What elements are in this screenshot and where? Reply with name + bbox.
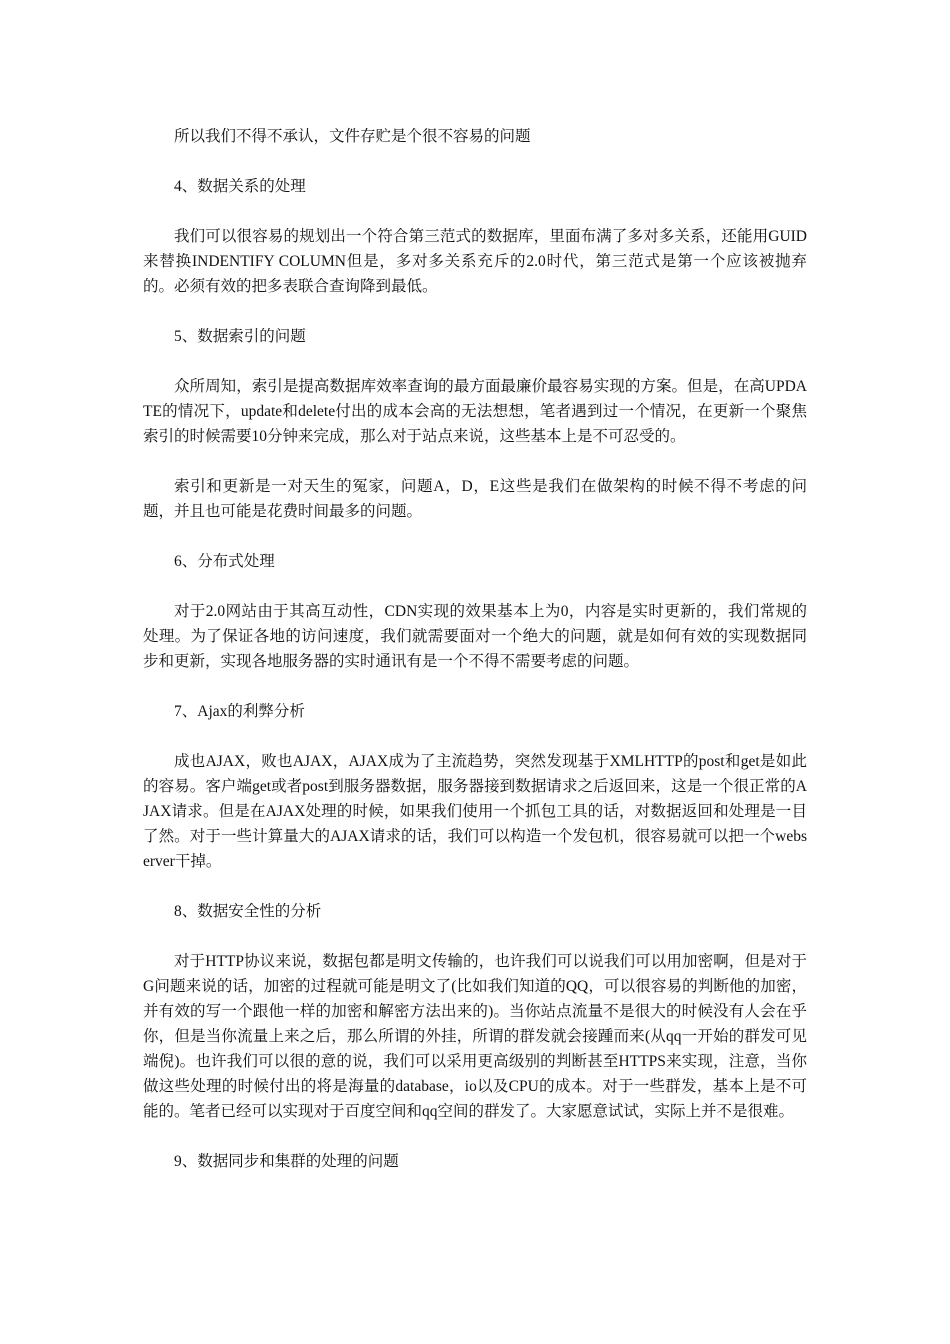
section-heading-8: 8、数据安全性的分析 (174, 903, 322, 920)
paragraph: 索引和更新是一对天生的冤家，问题A，D，E这些是我们在做架构的时候不得不考虑的问题，并且也可能是花费时间最多的问题。 (143, 478, 807, 520)
paragraph: 所以我们不得不承认，文件存贮是个很不容易的问题 (174, 128, 531, 145)
paragraph: 成也AJAX，败也AJAX，AJAX成为了主流趋势，突然发现基于XMLHTTP的post和get是如此的容易。客户端get或者post到服务器数据，服务器接到数据请求之后返回来，这是一个很正常的AJAX请求。但是在AJAX处理的时候，如果我们使用一个抓包工具的话，对数据返回和处理是一目了然。对于一些计算量大的AJAX请求的话，我们可以构造一个发包机，很容易就可以把一个webserver干掉。 (143, 753, 807, 870)
section-heading-5: 5、数据索引的问题 (174, 328, 306, 345)
document-page (143, 124, 807, 1199)
paragraph: 我们可以很容易的规划出一个符合第三范式的数据库，里面布满了多对多关系，还能用GUID来替换INDENTIFY COLUMN但是，多对多关系充斥的2.0时代，第三范式是第一个应该被抛弃的。必须有效的把多表联合查询降到最低。 (143, 228, 807, 295)
paragraph: 对于2.0网站由于其高互动性，CDN实现的效果基本上为0，内容是实时更新的，我们常规的处理。为了保证各地的访问速度，我们就需要面对一个绝大的问题，就是如何有效的实现数据同步和更新，实现各地服务器的实时通讯有是一个不得不需要考虑的问题。 (143, 603, 807, 670)
section-heading-6: 6、分布式处理 (174, 553, 275, 570)
section-heading-4: 4、数据关系的处理 (174, 178, 306, 195)
paragraph: 众所周知，索引是提高数据库效率查询的最方面最廉价最容易实现的方案。但是，在高UPDATE的情况下，update和delete付出的成本会高的无法想想，笔者遇到过一个情况，在更新一个聚焦索引的时候需要10分钟来完成，那么对于站点来说，这些基本上是不可忍受的。 (143, 378, 807, 445)
paragraph: 对于HTTP协议来说，数据包都是明文传输的，也许我们可以说我们可以用加密啊，但是对于G问题来说的话，加密的过程就可能是明文了(比如我们知道的QQ，可以很容易的判断他的加密，并有效的写一个跟他一样的加密和解密方法出来的)。当你站点流量不是很大的时候没有人会在乎你，但是当你流量上来之后，那么所谓的外挂，所谓的群发就会接踵而来(从qq一开始的群发可见端倪)。也许我们可以很的意的说，我们可以采用更高级别的判断甚至HTTPS来实现，注意，当你做这些处理的时候付出的将是海量的database，io以及CPU的成本。对于一些群发，基本上是不可能的。笔者已经可以实现对于百度空间和qq空间的群发了。大家愿意试试，实际上并不是很难。 (143, 953, 807, 1120)
section-heading-9: 9、数据同步和集群的处理的问题 (174, 1153, 399, 1170)
section-heading-7: 7、Ajax的利弊分析 (174, 703, 305, 720)
